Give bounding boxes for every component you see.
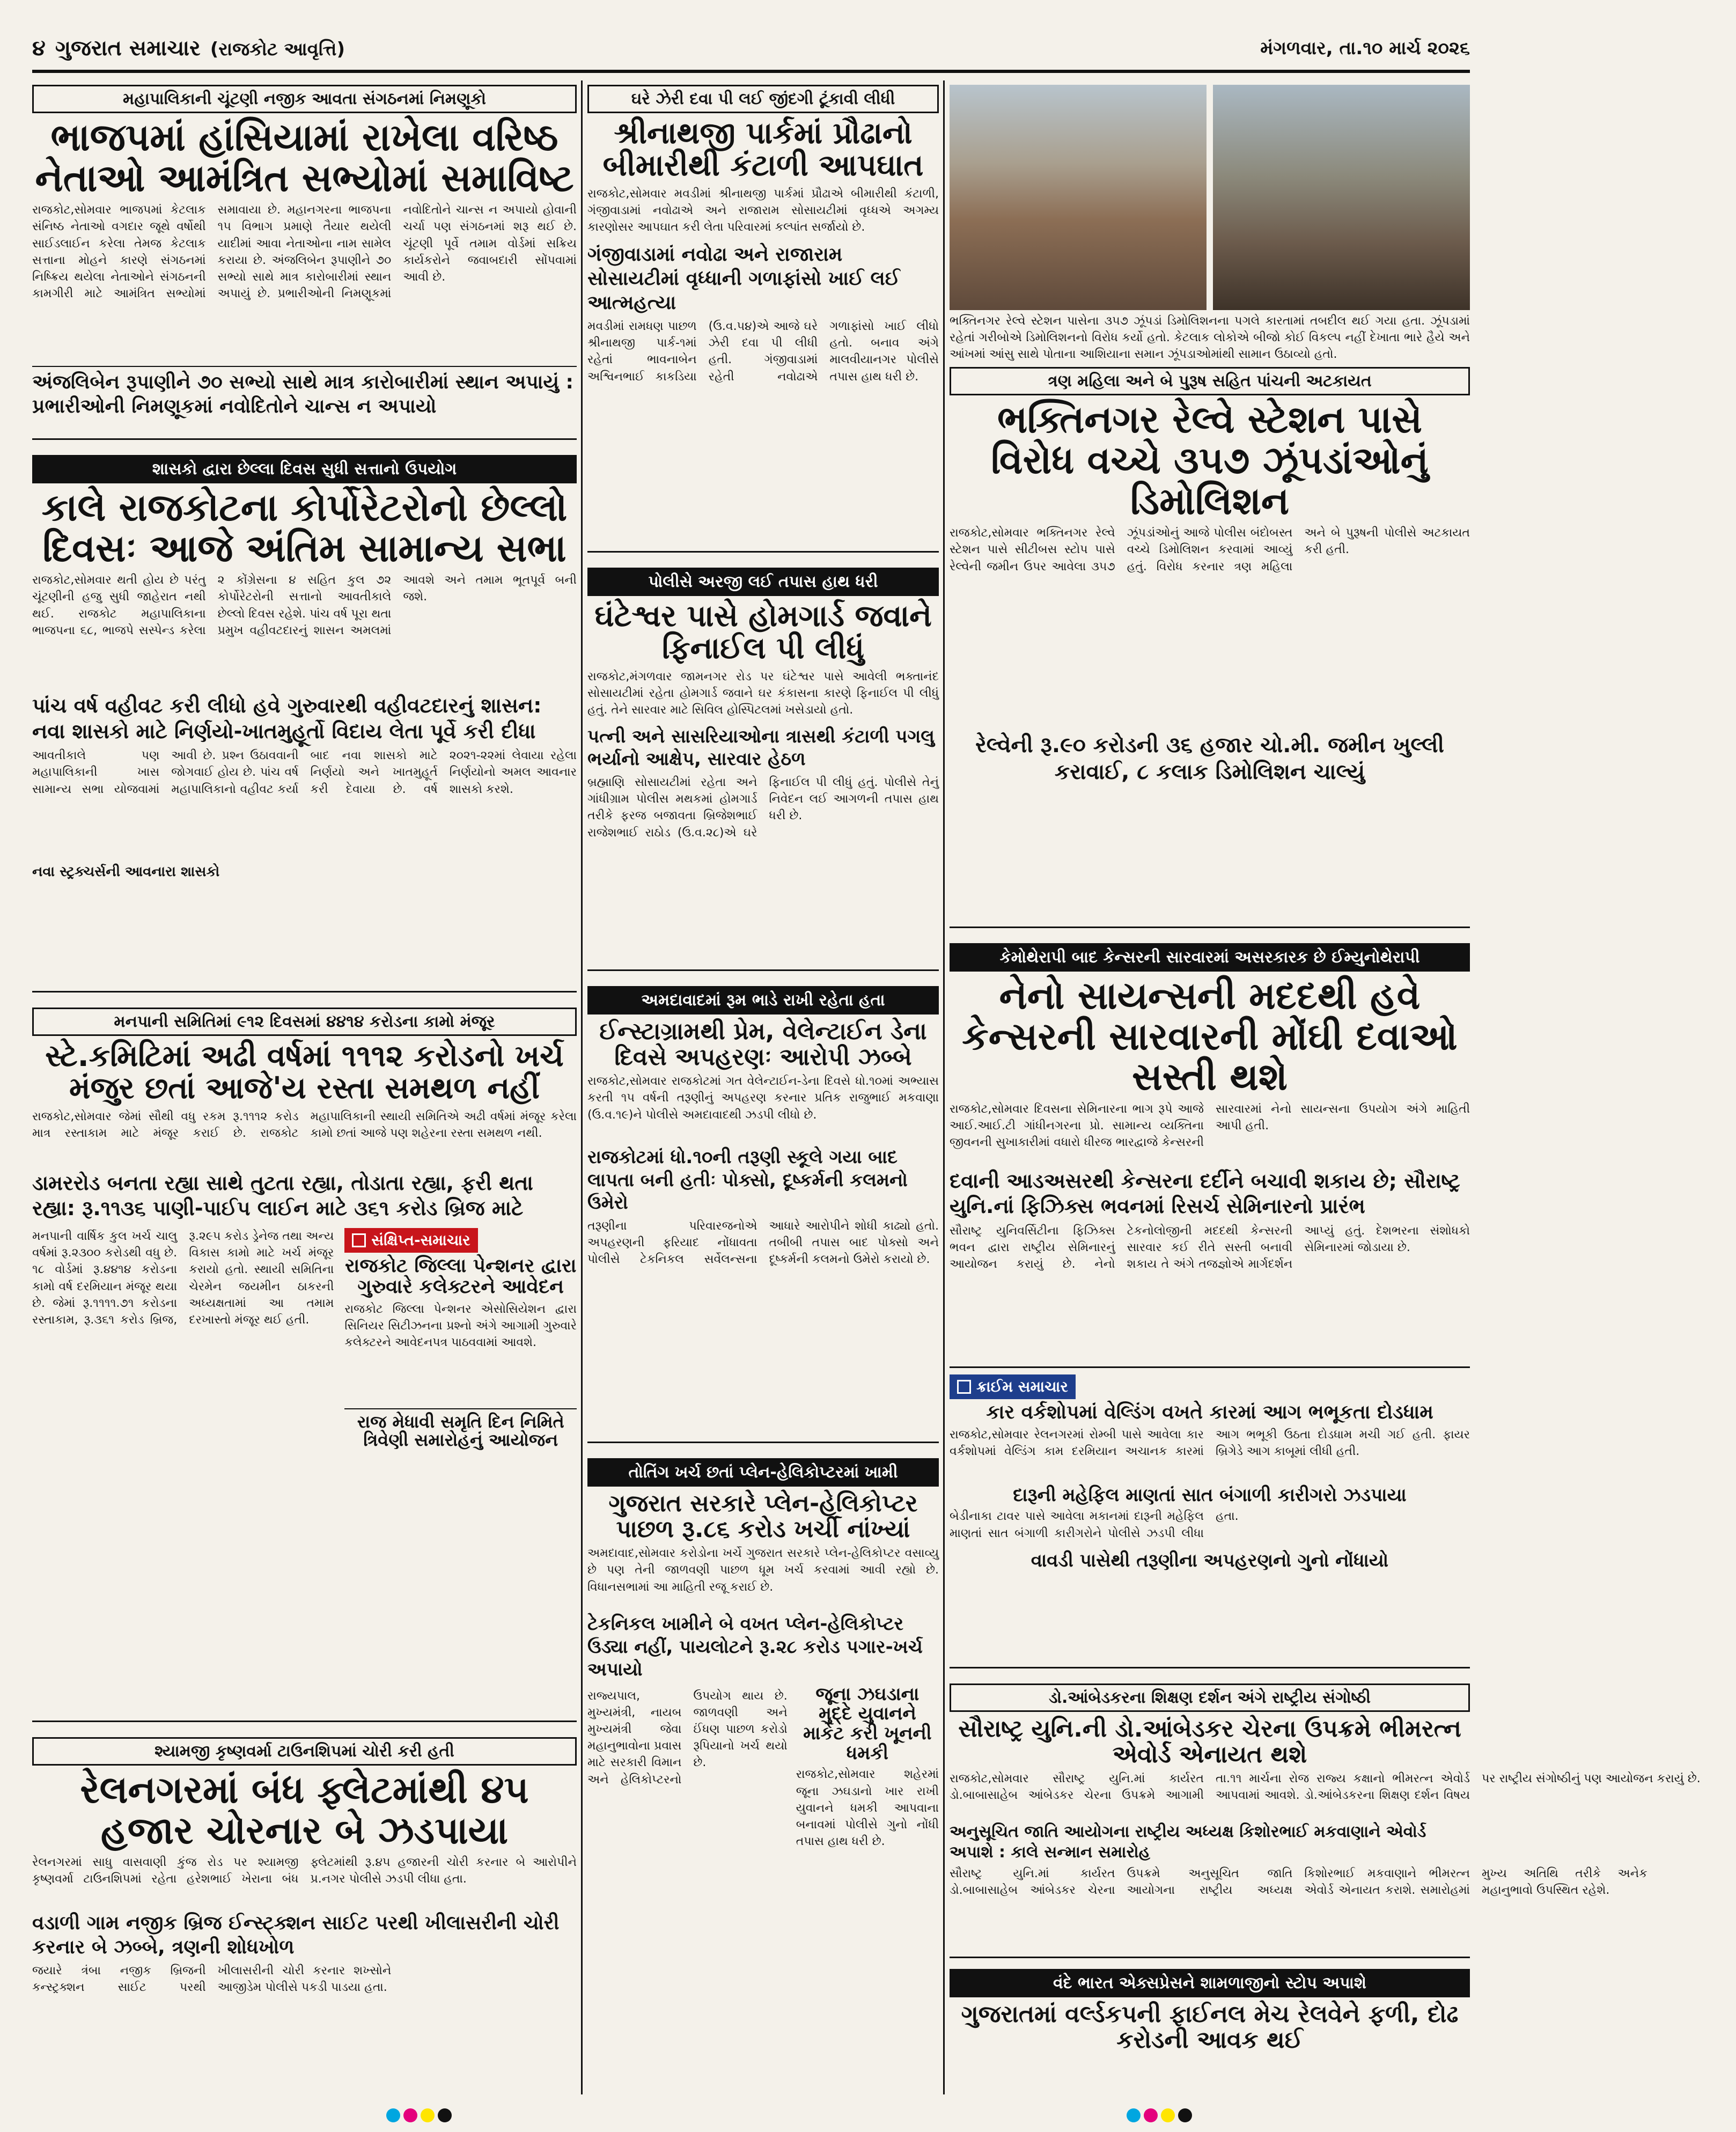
article-headline: ભક્તિનગર રેલ્વે સ્ટેશન પાસે વિરોધ વચ્ચે ૩૫૭ ઝૂંપડાંઓનું ડિમોલિશન: [991, 398, 1429, 523]
article-kicker: ડો.આંબેડકરના શિક્ષણ દર્શન અંગે રાષ્ટ્રીય સંગોષ્ઠી: [950, 1683, 1470, 1712]
article-headline: ઘંટેશ્વર પાસે હોમગાર્ડ જવાને ફિનાઈલ પી લીધું: [594, 599, 932, 666]
article-subhead: પાંચ વર્ષ વહીવટ કરી લીધો હવે ગુરુવારથી વહીવટદારનું શાસન: નવા શાસકો માટે નિર્ણયો-ખાતમુહૂર્તો વિદાય લેતા પૂર્વે કરી દીધા: [32, 694, 542, 743]
article-body: રાજકોટ,સોમવાર દિવસના સેમિનારના ભાગ રૂપે આજે આઈ.આઈ.ટી ગાંધીનગરના પ્રો. સામાન્ય વ્યક્તિના જીવનની સુખાકારીમાં વધારો ધીરજ ભારદ્વાજે કેન્સરની સારવારમાં નેનો સાયન્સના ઉપયોગ અંગે માહિતી આપી હતી.: [950, 1102, 1470, 1150]
demolition-photo-right: [1213, 85, 1470, 310]
article-instagram-kidnap: [587, 982, 939, 1443]
article-bjp-appointments: [32, 80, 577, 440]
article-subhead: અનુસૂચિત જાતિ આયોગના રાષ્ટ્રીય અધ્યક્ષ કિશોરભાઈ મકવાણાને એવોર્ડ અપાશે : કાલે સન્માન સમારોહ: [950, 1822, 1426, 1862]
column-left: [32, 80, 577, 2094]
article-body: રાજકોટ,સોમવાર ભક્તિનગર રેલ્વે સ્ટેશન પાસે સીટીબસ સ્ટોપ પાસે રેલ્વેની જમીન ઉપર આવેલા ૩૫૭ ઝૂંપડાંઓનું આજે પોલીસ બંદોબસ્ત વચ્ચે ડિમોલિશન કરવામાં આવ્યું હતું. વિરોધ કરનાર ત્રણ મહિલા અને બે પુરૂષની પોલીસે અટકાયત કરી હતી.: [950, 526, 1470, 574]
article-suicide: [587, 80, 939, 553]
brief-news-box: [344, 1225, 577, 1614]
article-headline: શ્રીનાથજી પાર્કમાં પ્રૌઢાનો બીમારીથી કંટાળી આપઘાત: [602, 116, 924, 183]
article-body-2: આવતીકાલે પણ મહાપાલિકાની ખાસ સામાન્ય સભા યોજવામાં આવી છે. પ્રશ્ન ઉઠાવવાની જોગવાઈ હોય છે. પાંચ વર્ષ મહાપાલિકાનો વહીવટ કર્યા બાદ નવા શાસકો માટે નિર્ણયો અને ખાતમુહૂર્ત કરી દેવાયા છે. વર્ષ ૨૦૨૧-૨૨માં લેવાયા રહેલા નિર્ણયોનો અમલ આવનાર શાસકો કરશે.: [32, 749, 577, 796]
hourglass-icon: [957, 1380, 971, 1394]
article-plane-helicopter: [587, 1454, 939, 2092]
brief-headline: રાજકોટ જિલ્લા પેન્શનર દ્વારા ગુરુવારે કલેક્ટરને આવેદન: [344, 1254, 577, 1298]
article-headline: કાલે રાજકોટના કોર્પોરેટરોનો છેલ્લો દિવસઃ આજે અંતિમ સામાન્ય સભા: [41, 486, 568, 570]
brief-body: રાજકોટ જિલ્લા પેન્શનર એસોસિયેશન દ્વારા સિનિયર સિટીઝનના પ્રશ્નો અંગે આગામી ગુરુવારે કલેક્ટરને આવેદનપત્ર પાઠવવામાં આવશે.: [344, 1302, 577, 1350]
article-headline: ગુજરાતમાં વર્લ્ડકપની ફાઈનલ મેચ રેલવેને ફળી, દોઢ કરોડની આવક થઈ: [961, 2001, 1459, 2054]
crime-body-2: બેડીનાકા ટાવર પાસે આવેલા મકાનમાં દારૂની મહેફિલ માણતાં સાત બંગાળી કારીગરોને પોલીસે ઝડપી લીધા હતા.: [950, 1510, 1239, 1540]
column-right: [950, 80, 1701, 2094]
article-subhead: ટેકનિકલ ખામીને બે વખત પ્લેન-હેલિકોપ્ટર ઉડ્યા નહીં, પાયલોટને રૂ.૨૮ કરોડ પગાર-ખર્ચ અપાયો: [587, 1613, 923, 1681]
article-body-2: જયારે ત્રંબા નજીક બ્રિજની કન્સ્ટ્રક્શન સાઈટ પરથી ખીલાસરીની ચોરી કરનાર શખ્સોને આજીડેમ પોલીસે પકડી પાડયા હતા.: [32, 1964, 392, 1995]
article-body: રાજકોટ,સોમવાર મવડીમાં શ્રીનાથજી પાર્કમાં પ્રૌઢાએ બીમારીથી કંટાળી, ગંજીવાડામાં નવોઢાએ અને રાજારામ સોસાયટીમાં વૃધ્ધએ અગમ્ય કારણોસર આપઘાત કરી લેતા પરિવારમાં કલ્પાંત સર્જાયો છે.: [587, 187, 939, 234]
demolition-photos: [950, 85, 1470, 310]
article-subhead: રાજકોટમાં ધો.૧૦ની તરૂણી સ્કૂલે ગયા બાદ લાપતા બની હતીઃ પોક્સો, દૂષ્કર્મની કલમનો ઉમેરો: [587, 1146, 908, 1214]
article-subhead: રેલ્વેની રૂ.૯૦ કરોડની ૩૬ હજાર ચો.મી. જમીન ખુલ્લી કરાવાઈ, ૮ કલાક ડિમોલિશન ચાલ્યું: [975, 733, 1444, 785]
crime-body: રાજકોટ,સોમવાર રેલનગરમાં રોમ્બી પાસે આવેલા કાર વર્કશોપમાં વેલ્ડિંગ કામ દરમિયાન અચાનક કારમાં આગ ભભૂકી ઉઠતા દોડધામ મચી ગઈ હતી. ફાયર બ્રિગેડે આગ કાબૂમાં લીધી હતી.: [950, 1428, 1470, 1458]
article-tail: નવા સ્ટ્રક્ચર્સની આવનારા શાસકો: [32, 864, 220, 880]
article-body-2: સૌરાષ્ટ્ર યુનિવર્સિટીના ફિઝિક્સ ભવન દ્વારા રાષ્ટ્રીય સેમિનારનું આયોજન કરાયું છે. નેનો ટેકનોલોજીની મદદથી કેન્સરની સારવાર કઈ રીતે સસ્તી બનાવી શકાય તે અંગે તજજ્ઞોએ માર્ગદર્શન આપ્યું હતું. દેશભરના સંશોધકો સેમિનારમાં જોડાયા છે.: [950, 1224, 1470, 1271]
article-corporators-last-day: [32, 451, 577, 993]
article-kicker: શ્યામજી કૃષ્ણવર્મા ટાઉનશિપમાં ચોરી કરી હતી: [32, 1737, 577, 1766]
article-cancer-nano: [950, 939, 1470, 1668]
article-headline: ભાજપમાં હાંસિયામાં રાખેલા વરિષ્ઠ નેતાઓ આમંત્રિત સભ્યોમાં સમાવિષ્ટ: [35, 115, 574, 200]
article-worldcup-railway: [950, 1969, 1470, 2092]
article-body: રાજકોટ,સોમવાર થતી હોય છે પરંતુ ચૂંટણીની હજુ સુધી જાહેરાત નથી થઈ. રાજકોટ મહાપાલિકાના ભાજપના ૬૮, ભાજપે સસ્પેન્ડ કરેલા ૨ કોંગ્રેસના ૪ સહિત કુલ ૭૨ કોર્પોરેટરોની સત્તાનો આવતીકાલે છેલ્લો દિવસ રહેશે. પાંચ વર્ષ પૂરા થતા પ્રમુખ વહીવટદારનું શાસન અમલમાં આવશે અને તમામ ભૂતપૂર્વ બની જશે.: [32, 574, 577, 637]
article-headline: રેલનગરમાં બંધ ફ્લેટમાંથી ૪૫ હજાર ચોરનાર બે ઝડપાયા: [80, 1768, 529, 1852]
article-subhead: અંજલિબેન રૂપાણીને ૭૦ સભ્યો સાથે માત્ર કારોબારીમાં સ્થાન અપાયું : પ્રભારીઓની નિમણૂકમાં નવોદિતોને ચાન્સ ન અપાયો: [32, 366, 577, 418]
article-body: રાજકોટ,સોમવાર સૌરાષ્ટ્ર યુનિ.માં કાર્યરત ડો.બાબાસાહેબ આંબેડકર ચેરના ઉપક્રમે આગામી તા.૧૧ માર્ચના રોજ રાજ્ય કક્ષાનો ભીમરત્ન એવોર્ડ આપવામાં આવશે. ડો.આંબેડકરના શિક્ષણ દર્શન વિષય પર રાષ્ટ્રીય સંગોષ્ઠીનું પણ આયોજન કરાયું છે.: [950, 1772, 1701, 1803]
article-demolition: [950, 80, 1470, 928]
brief-news-box: [796, 1685, 939, 2010]
article-headline: સૌરાષ્ટ્ર યુનિ.ની ડો.આંબેડકર ચેરના ઉપક્રમે ભીમરત્ન એવોર્ડ એનાયત થશે: [958, 1715, 1461, 1768]
registration-marks: [1127, 2106, 1192, 2124]
article-body: રાજકોટ,મંગળવાર જામનગર રોડ પર ઘંટેશ્વર પાસે આવેલી ભક્તાનંદ સોસાયટીમાં રહેતા હોમગાર્ડ જવાને ઘર કંકાસના કારણે ફિનાઈલ પી લીધું હતું. તેને સારવાર માટે સિવિલ હોસ્પિટલમાં ખસેડાયો હતો.: [587, 670, 939, 717]
registration-marks: [386, 2106, 452, 2124]
column-middle: [587, 80, 939, 2094]
brief-body: રાજકોટ,સોમવાર શહેરમાં જૂના ઝઘડાનો ખાર રાખી યુવાનને ધમકી આપવાના બનાવમાં પોલીસે ગુનો નોંધી તપાસ હાથ ધરી છે.: [796, 1768, 939, 1849]
article-body: અમદાવાદ,સોમવાર કરોડોના ખર્ચે ગુજરાત સરકારે પ્લેન-હેલિકોપ્ટર વસાવ્યુ છે પણ તેની જાળવણી પાછળ ધૂમ ખર્ચ કરવામાં આવી રહ્યો છે. વિધાનસભામાં આ માહિતી રજૂ કરાઈ છે.: [587, 1547, 939, 1594]
article-rel-nagar-theft: [32, 1733, 577, 2092]
article-subhead: દવાની આડઅસરથી કેન્સરના દર્દીને બચાવી શકાય છે; સૌરાષ્ટ્ર યુનિ.નાં ફિઝિક્સ ભવનમાં રિસર્ચ સેમિનારનો પ્રારંભ: [950, 1168, 1460, 1218]
article-kicker: મહાપાલિકાની ચૂંટણી નજીક આવતા સંગઠનમાં નિમણૂકો: [32, 85, 577, 113]
article-kicker: અમદાવાદમાં રૂમ ભાડે રાખી રહેતા હતા: [587, 986, 939, 1014]
article-kicker: પોલીસે અરજી લઈ તપાસ હાથ ધરી: [587, 568, 939, 596]
article-kicker: ઘરે ઝેરી દવા પી લઈ જીંદગી ટૂંકાવી લીધી: [587, 85, 939, 113]
article-kicker: મનપાની સમિતિમાં ૯૧૨ દિવસમાં ૪૪૧૪ કરોડના કામો મંજૂર: [32, 1008, 577, 1036]
brief-headline-2: રાજ મેધાવી સમૃતિ દિન નિમિતે ત્રિવેણી સમારોહનું આયોજન: [344, 1408, 577, 1450]
article-headline: સ્ટે.કમિટિમાં અઢી વર્ષમાં ૧૧૧૨ કરોડનો ખર્ચ મંજુર છતાં આજે'ય રસ્તા સમથળ નહીં: [45, 1039, 564, 1106]
article-ambedkar-award: [950, 1679, 1701, 1958]
demolition-photo-left: [950, 85, 1207, 310]
grid-icon: [352, 1233, 366, 1247]
issue-date: મંગળવાર, તા.૧૦ માર્ચ ૨૦૨૬: [1260, 38, 1470, 59]
article-headline: ગુજરાત સરકારે પ્લેન-હેલિકોપ્ટર પાછળ રૂ.૮૬ કરોડ ખર્ચી નાંખ્યાં: [608, 1490, 918, 1543]
article-body: રાજકોટ,સોમવાર રાજકોટમાં ગત વેલેન્ટાઈન-ડેના દિવસે ધો.૧૦માં અભ્યાસ કરતી ૧૫ વર્ષની તરૂણીનું અપહરણ કરનાર પ્રતિક રાજુભાઈ મકવાણા (ઉ.વ.૧૯)ને પોલીસે અમદાવાદથી ઝડપી લીધો છે.: [587, 1075, 939, 1122]
page-number: ૪: [32, 36, 46, 61]
article-lead: રાજકોટ,સોમવાર જેમાં સૌથી વધુ રકમ રૂ.૧૧૧૨ કરોડ માત્ર રસ્તાકામ માટે મંજૂર કરાઈ છે. રાજકોટ મહાપાલિકાની સ્થાયી સમિતિએ અઢી વર્ષમાં મંજૂર કરેલા કામો છતાં આજે પણ શહેરના રસ્તા સમથળ નથી.: [32, 1109, 577, 1141]
article-subhead: પત્ની અને સાસરિયાઓના ત્રાસથી કંટાળી પગલુ ભર્યાનો આક્ષેપ, સારવાર હેઠળ: [587, 725, 935, 770]
crime-headline-2: દારૂની મહેફિલ માણતાં સાત બંગાળી કારીગરો ઝડપાયા: [1013, 1484, 1407, 1506]
article-subhead: વડાળી ગામ નજીક બ્રિજ ઈન્સ્ટ્ક્શન સાઈટ પરથી ખીલાસરીની ચોરી કરનાર બે ઝબ્બે, ત્રણની શોધખોળ: [32, 1912, 560, 1959]
article-body: રાજકોટ,સોમવાર ભાજપમાં કેટલાક સંનિષ્ઠ નેતાઓ વગદાર જૂથે વર્ષોથી સાઈડલાઈન કરેલા તેમજ કેટલાક સત્તાના મોહને કારણે સંગઠનમાં નિષ્ક્રિય થયેલા નેતાઓને સંગઠનની કામગીરી માટે આમંત્રિત સભ્યોમાં સમાવાયા છે. મહાનગરના ભાજપના ૧૫ વિભાગ પ્રમાણે તૈયાર થયેલી યાદીમાં આવા નેતાઓના નામ સામેલ કરાયા છે. અંજલિબેન રૂપાણીને ૭૦ સભ્યો સાથે માત્ર કારોબારીમાં સ્થાન અપાયું છે. પ્રભારીઓની નિમણૂકમાં નવોદિતોને ચાન્સ ન અપાયો હોવાની ચર્ચા પણ સંગઠનમાં શરૂ થઈ છે. ચૂંટણી પૂર્વે તમામ વોર્ડમાં સક્રિય કાર્યકરોને જવાબદારી સોંપવામાં આવી છે.: [32, 203, 577, 301]
article-subhead: ગંજીવાડામાં નવોઢા અને રાજારામ સોસાયટીમાં વૃધ્ધાની ગળાફાંસો ખાઈ લઈ આત્મહત્યા: [587, 243, 900, 314]
article-body: મનપાની વાર્ષિક કુલ ખર્ચ ચાલુ વર્ષમાં રૂ.૨૩૦૦ કરોડથી વધુ છે. ૧૮ વોર્ડમાં રૂ.૪૪૧૪ કરોડના કામો વર્ષ દરમિયાન મંજૂર થયા છે. જેમાં રૂ.૧૧૧૧.૭૧ કરોડના રસ્તાકામ, રૂ.૩૬૧ કરોડ બ્રિજ, રૂ.૨૯૫ કરોડ ડ્રેનેજ તથા અન્ય વિકાસ કામો માટે ખર્ચ મંજૂર કરાયો હતો. સ્થાયી સમિતિના ચેરમેન જયમીન ઠાકરની અધ્યક્ષતામાં આ તમામ દરખાસ્તો મંજૂર થઈ હતી.: [32, 1229, 334, 1327]
article-body: રેલનગરમાં સાધુ વાસવાણી કુંજ રોડ પર શ્યામજી કૃષ્ણવર્મા ટાઉનશિપમાં રહેતા હરેશભાઈ ખેરાના બંધ ફ્લેટમાંથી રૂ.૪૫ હજારની ચોરી કરનાર બે આરોપીને પ્ર.નગર પોલીસે ઝડપી લીધા હતા.: [32, 1856, 577, 1886]
article-headline: ઈન્સ્ટાગ્રામથી પ્રેમ, વેલેન્ટાઈન ડેના દિવસે અપહરણઃ આરોપી ઝબ્બે: [599, 1018, 927, 1071]
crime-news-label: ક્રાઈમ સમાચાર: [950, 1374, 1076, 1399]
article-kicker: વંદે ભારત એક્સપ્રેસને શામળાજીનો સ્ટોપ અપાશે: [950, 1969, 1470, 1997]
crime-news-box: [950, 1366, 1470, 1571]
crime-headline-3: વાવડી પાસેથી તરૂણીના અપહરણનો ગુનો નોંધાયો: [1031, 1550, 1389, 1572]
column-rule: [581, 80, 583, 2094]
article-standing-committee: [32, 1003, 577, 1722]
crime-headline: કાર વર્કશોપમાં વેલ્ડિંગ વખતે કારમાં આગ ભભૂકતા દોડધામ: [986, 1401, 1433, 1423]
article-kicker: ત્રણ મહિલા અને બે પુરૂષ સહિત પાંચની અટકાયત: [950, 367, 1470, 395]
article-homeguard: [587, 563, 939, 971]
edition-label: (રાજકોટ આવૃત્તિ): [210, 39, 345, 60]
article-body-2: બ્રહ્માણિ સોસાયટીમાં રહેતા અને ગાંધીગ્રામ પોલીસ મથકમાં હોમગાર્ડ તરીકે ફરજ બજાવતા બ્રિજેશભાઈ રાજેશભાઈ રાઠોડ (ઉ.વ.૨૮)એ ઘરે ફિનાઈલ પી લીધું હતું. પોલીસે તેનું નિવેદન લઈ આગળની તપાસ હાથ ધરી છે.: [587, 775, 939, 840]
article-kicker: તોતિંગ ખર્ચ છતાં પ્લેન-હેલિકોપ્ટરમાં ખામી: [587, 1458, 939, 1487]
article-kicker: કેમોથેરાપી બાદ કેન્સરની સારવારમાં અસરકારક છે ઈમ્યુનોથેરાપી: [950, 943, 1470, 972]
article-subhead: ડામરરોડ બનતા રહ્યા સાથે તુટતા રહ્યા, તોડાતા રહ્યા, ફરી થતા રહ્યા: રૂ.૧૧૩૬ પાણી-પાઈપ લાઈન માટે ૩૬૧ કરોડ બ્રિજ માટે: [32, 1171, 533, 1221]
masthead: [32, 27, 1470, 73]
article-kicker: શાસકો દ્વારા છેલ્લા દિવસ સુધી સત્તાનો ઉપયોગ: [32, 455, 577, 483]
article-body-2: મવડીમાં રામધણ પાછળ શ્રીનાથજી પાર્ક-૧માં રહેતાં ભાવનાબેન અશ્વિનભાઈ કાકડિયા (ઉ.વ.૫૪)એ આજે ઘરે ઝેરી દવા પી લીધી હતી. ગંજીવાડામાં રહેતી નવોઢાએ ગળાફાંસો ખાઈ લીધો હતો. બનાવ અંગે માલવીયાનગર પોલીસે તપાસ હાથ ધરી છે.: [587, 319, 939, 384]
brief-headline: જૂના ઝઘડાના મુદ્દે યુવાનને માર્કેટ કરી ખૂનની ધમકી: [803, 1683, 932, 1764]
photo-caption: ભક્તિનગર રેલ્વે સ્ટેશન પાસેના ૩૫૭ ઝૂંપડાં ડિમોલિશનના પગલે કારતામાં તબદીલ થઈ ગયા હતા. ઝૂંપડામાં રહેતાં ગરીબોએ ડિમોલિશનનો વિરોધ કર્યો હતો. કેટલાક લોકોએ બીજો કોઈ વિકલ્પ નહીં દેખાતા ભારે હૈયે અને આંખમાં આંસુ સાથે પોતાના આશિયાના સમાન ઝૂંપડાઓમાંથી સામાન ઉઠાવ્યો હતો.: [950, 314, 1470, 361]
brief-news-label: સંક્ષિપ્ત-સમાચાર: [344, 1228, 477, 1253]
column-rule: [943, 80, 945, 2094]
article-body-2: સૌરાષ્ટ્ર યુનિ.માં કાર્યરત ડો.બાબાસાહેબ આંબેડકર ચેરના ઉપક્રમે અનુસૂચિત જાતિ આયોગના રાષ્ટ્રીય અધ્યક્ષ કિશોરભાઈ મકવાણાને ભીમરત્ન એવોર્ડ એનાયત કરાશે. સમારોહમાં મુખ્ય અતિથિ તરીકે અનેક મહાનુભાવો ઉપસ્થિત રહેશે.: [950, 1867, 1647, 1898]
article-body-2: તરૂણીના પરિવારજનોએ અપહરણની ફરિયાદ નોંધાવતા પોલીસે ટેકનિકલ સર્વેલન્સના આધારે આરોપીને શોધી કાઢ્યો હતો. તબીબી તપાસ બાદ પોક્સો અને દૂષ્કર્મની કલમનો ઉમેરો કરાયો છે.: [587, 1219, 939, 1266]
paper-name: ગુજરાત સમાચાર: [55, 36, 201, 61]
article-body-2: રાજ્યપાલ, મુખ્યમંત્રી, નાયબ મુખ્યમંત્રી જેવા મહાનુભાવોના પ્રવાસ માટે સરકારી વિમાન અને હેલિકોપ્ટરનો ઉપયોગ થાય છે. જાળવણી અને ઈંધણ પાછળ કરોડો રૂપિયાનો ખર્ચ થયો છે.: [587, 1689, 788, 1787]
article-headline: નેનો સાયન્સની મદદથી હવે કેન્સરની સારવારની મોંઘી દવાઓ સસ્તી થશે: [962, 974, 1458, 1099]
